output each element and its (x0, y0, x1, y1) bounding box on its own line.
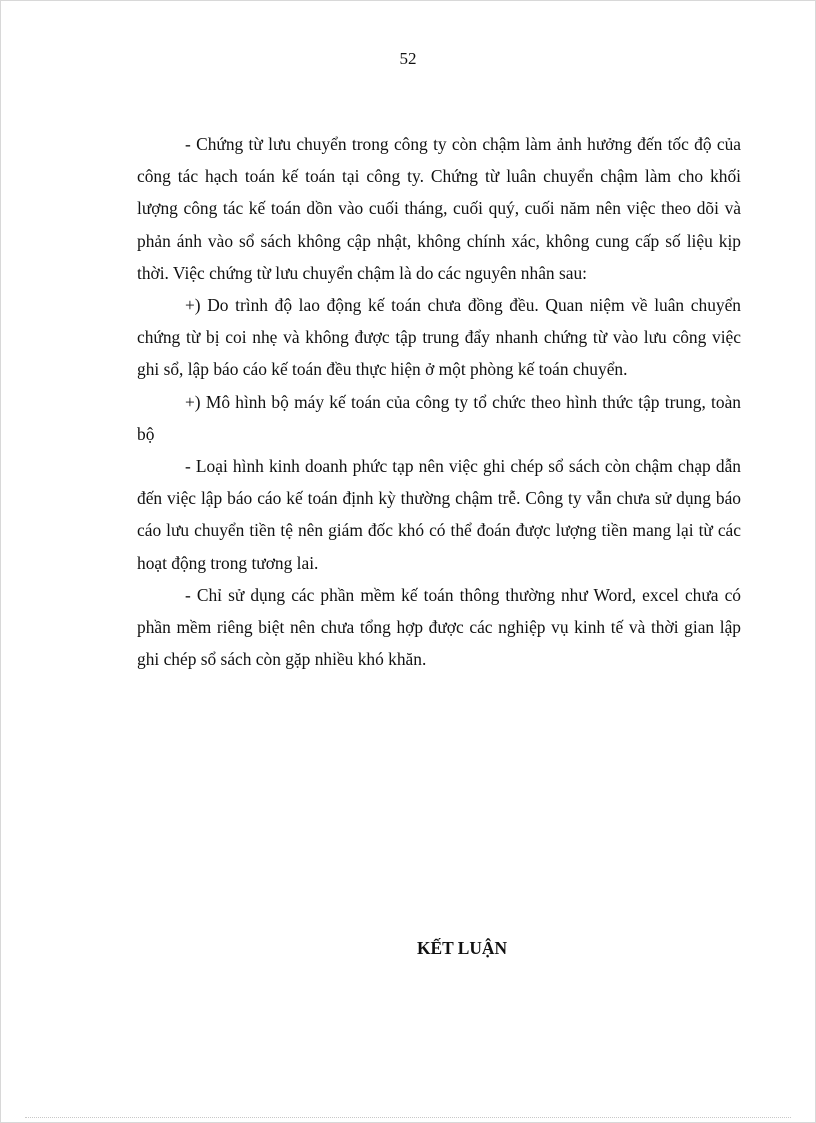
paragraph-software-usage: - Chỉ sử dụng các phần mềm kế toán thông thường như Word, excel chưa có phần mềm riêng biệt nên chưa tổng hợp được các nghiệp vụ kinh tế và thời gian lập ghi chép sổ sách còn gặp nhiều khó khăn. (137, 584, 741, 670)
paragraph-document-flow: - Chứng từ lưu chuyển trong công ty còn chậm làm ảnh hưởng đến tốc độ của công tác hạch toán kế toán tại công ty. Chứng từ luân chuyển chậm làm cho khối lượng công tác kế toán dồn vào cuối tháng, cuối quý, cuối năm nên việc theo dõi và phản ánh vào sổ sách không cập nhật, không chính xác, không cung cấp số liệu kịp thời. Việc chứng từ lưu chuyển chậm là do các nguyên nhân sau: (137, 134, 741, 283)
paragraph-staff-skill: +) Do trình độ lao động kế toán chưa đồng đều. Quan niệm về luân chuyển chứng từ bị coi nhẹ và không được tập trung đẩy nhanh chứng từ vào lưu công việc ghi sổ, lập báo cáo kế toán đều thực hiện ở một phòng kế toán chuyển. (137, 295, 741, 380)
paragraph-business-complexity: - Loại hình kinh doanh phức tạp nên việc ghi chép sổ sách còn chậm chạp dẫn đến việc lập báo cáo kế toán định kỳ thường chậm trễ. Công ty vẫn chưa sử dụng báo cáo lưu chuyển tiền tệ nên giám đốc khó có thể đoán được lượng tiền mang lại từ các hoạt động trong tương lai. (137, 456, 741, 573)
page-bottom-rule (25, 1117, 791, 1118)
paragraph-centralized-model: +) Mô hình bộ máy kế toán của công ty tổ chức theo hình thức tập trung, toàn bộ (137, 391, 741, 444)
page-number: 52 (399, 49, 417, 68)
body-text (137, 128, 741, 675)
conclusion-heading: KẾT LUẬN (416, 938, 508, 958)
